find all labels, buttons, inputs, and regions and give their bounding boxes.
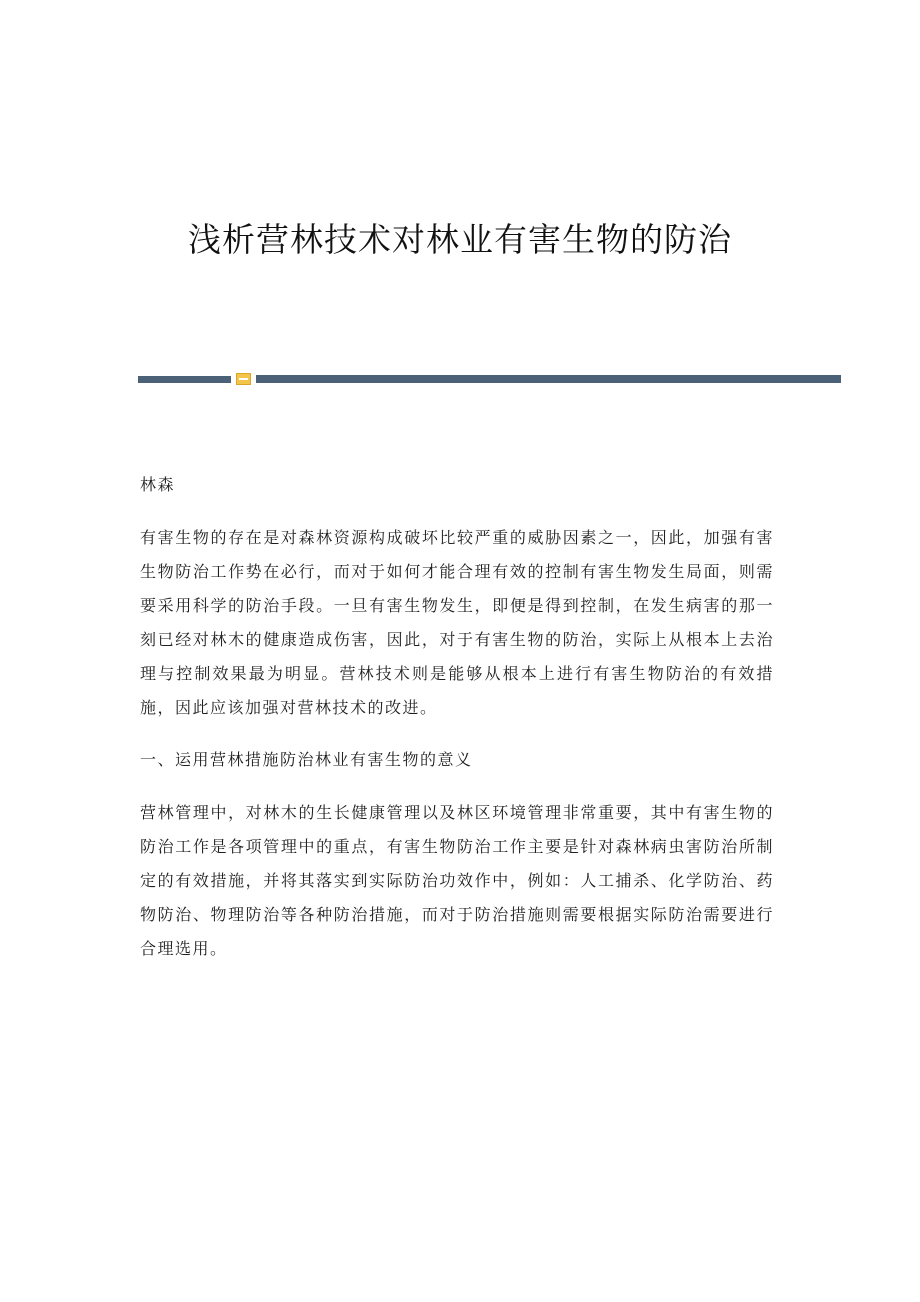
document-body [140,468,774,984]
paragraph-intro: 有害生物的存在是对森林资源构成破坏比较严重的威胁因素之一，因此，加强有害生物防治工作势在必行，而对于如何才能合理有效的控制有害生物发生局面，则需要采用科学的防治手段。一旦有害生物发生，即便是得到控制，在发生病害的那一刻已经对林木的健康造成伤害，因此，对于有害生物的防治，实际上从根本上去治理与控制效果最为明显。营林技术则是能够从根本上进行有害生物防治的有效措施，因此应该加强对营林技术的改进。 [140,528,774,717]
section-heading: 一、运用营林措施防治林业有害生物的意义 [140,750,473,769]
divider-bar-right [256,375,841,383]
divider-ornament-icon [236,373,251,385]
title-divider [138,373,841,385]
author: 林森 [140,475,176,494]
divider-bar-left [138,376,231,383]
paragraph-section-1: 营林管理中，对林木的生长健康管理以及林区环境管理非常重要，其中有害生物的防治工作是各项管理中的重点，有害生物防治工作主要是针对森林病虫害防治所制定的有效措施，并将其落实到实际防治功效作中，例如：人工捕杀、化学防治、药物防治、物理防治等各种防治措施，而对于防治措施则需要根据实际防治需要进行合理选用。 [140,803,774,958]
document-title: 浅析营林技术对林业有害生物的防治 [188,220,732,259]
